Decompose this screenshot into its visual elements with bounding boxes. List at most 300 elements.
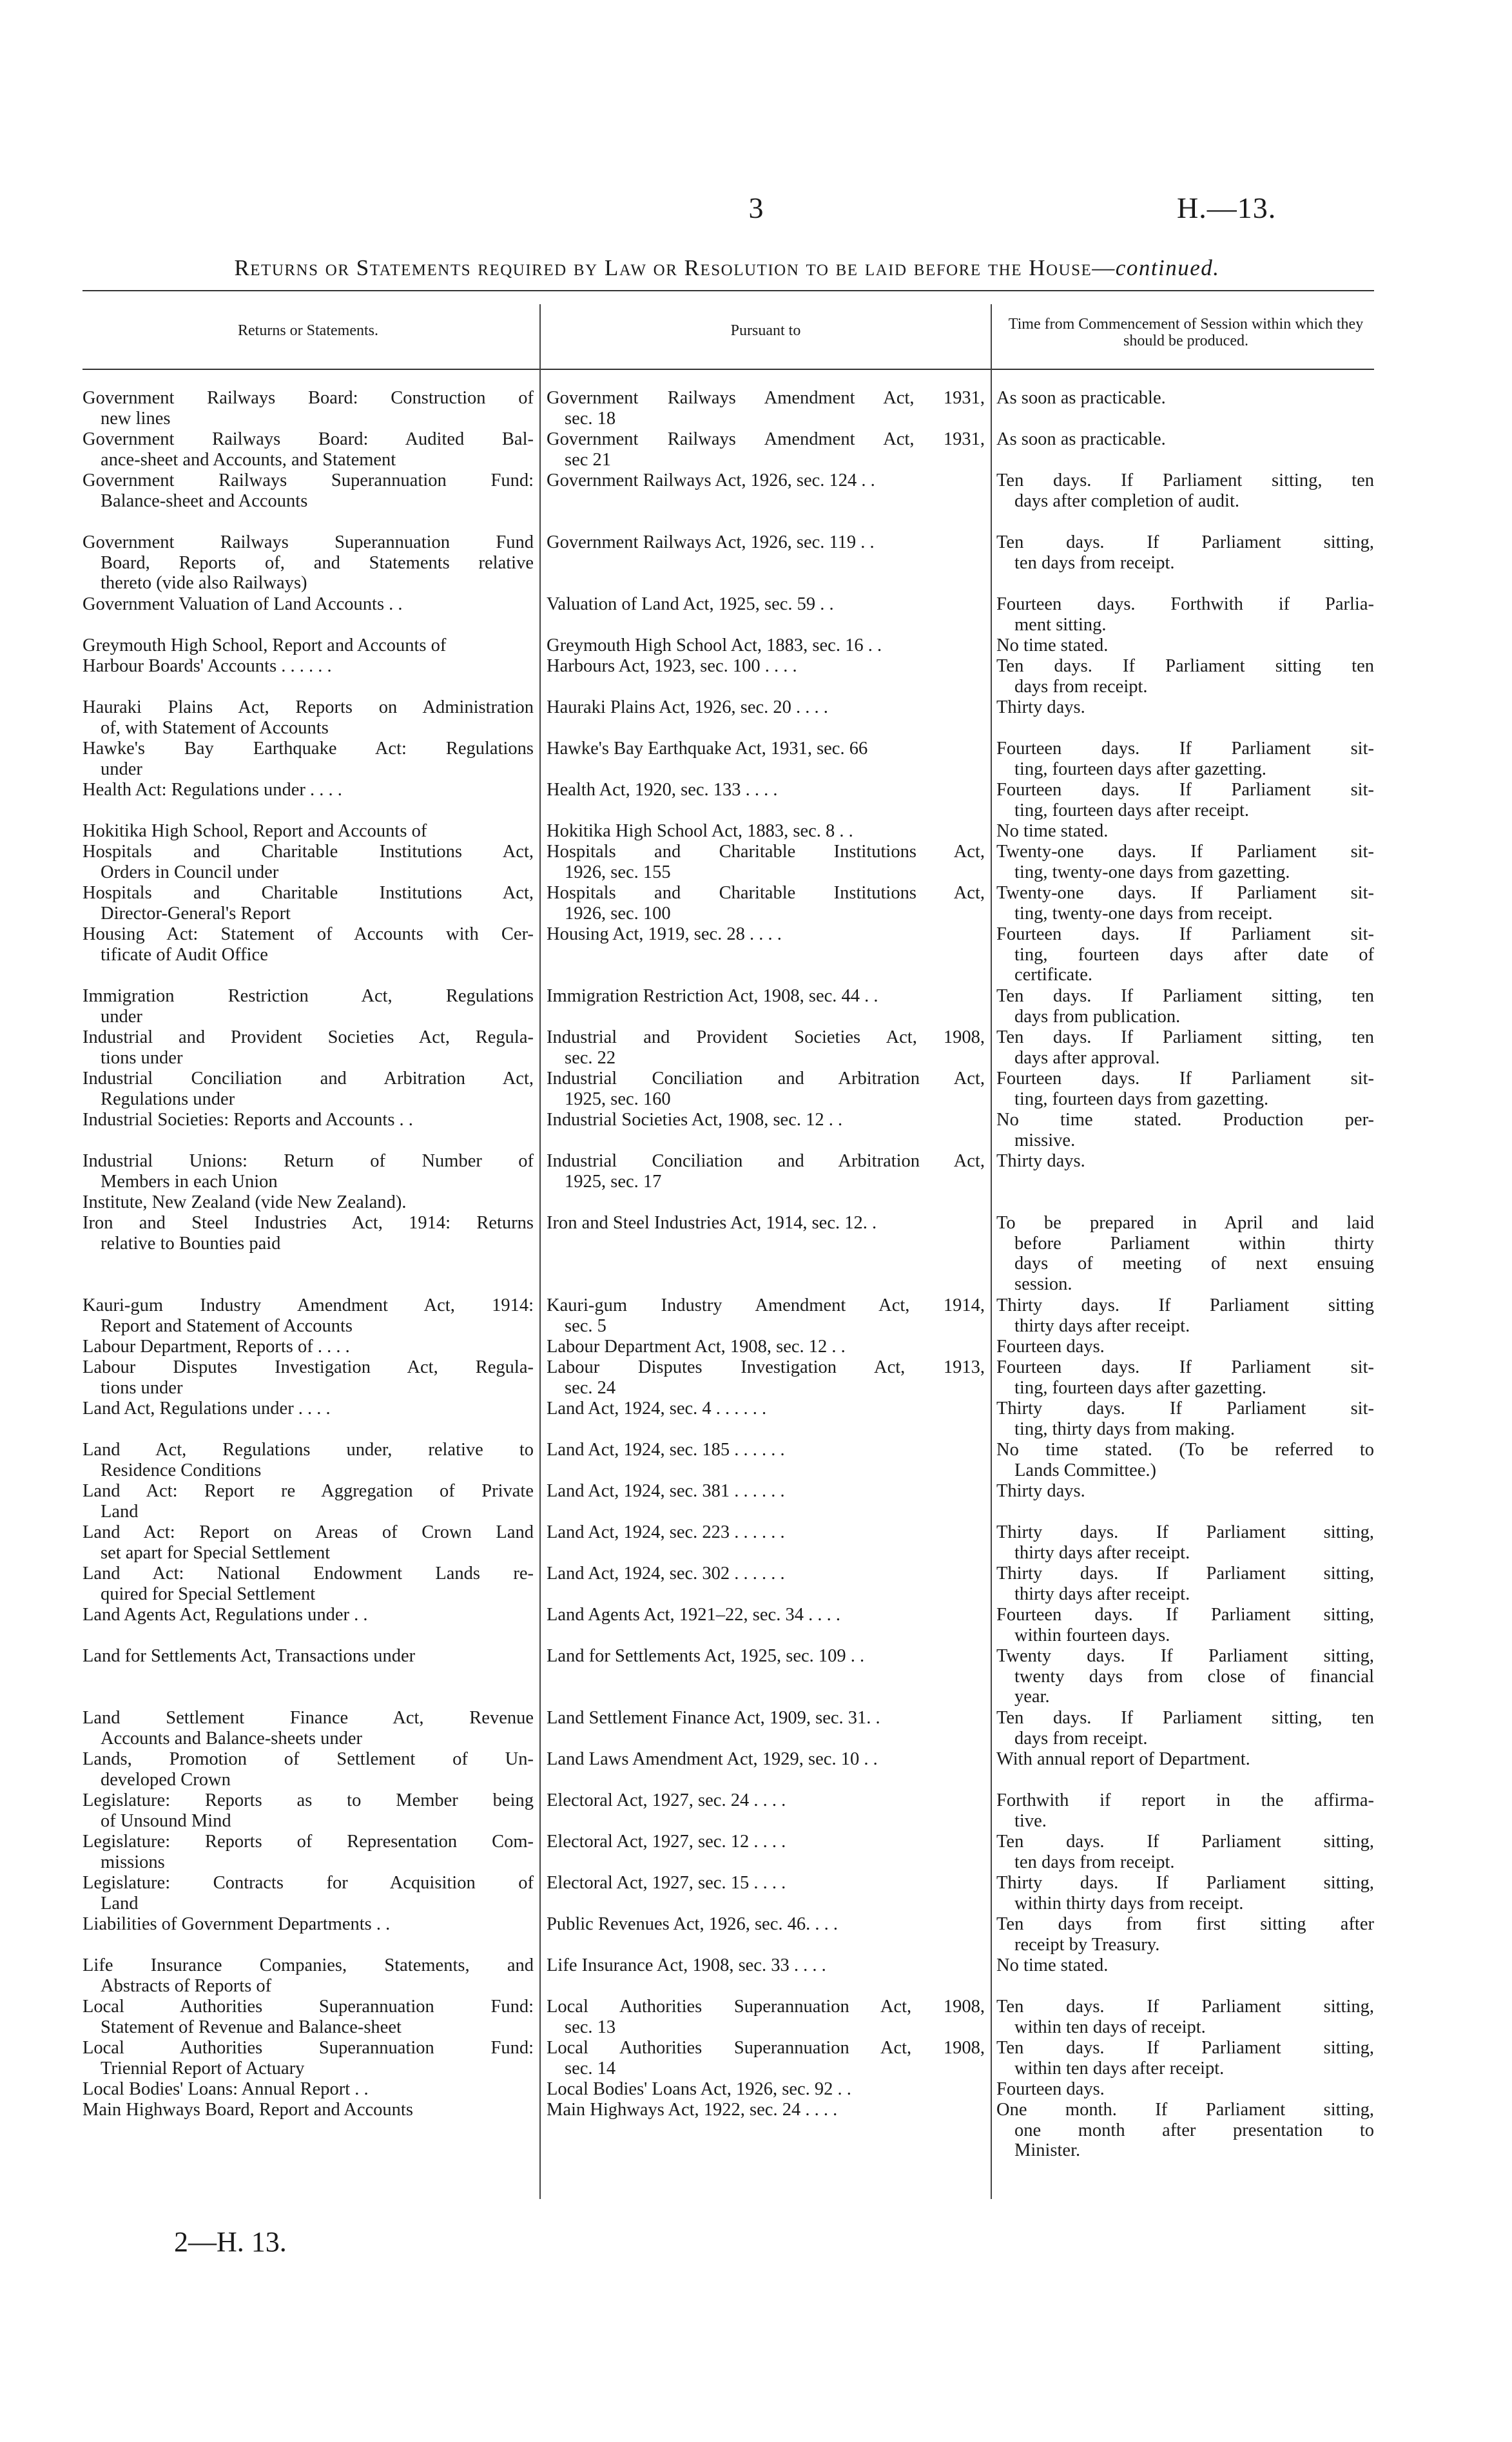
cell-line: No time stated. Production per- bbox=[996, 1110, 1374, 1130]
cell-line: Land Act: National Endowment Lands re- bbox=[82, 1564, 534, 1584]
cell-line: As soon as practicable. bbox=[996, 388, 1166, 408]
cell-line: thereto (vide also Railways) bbox=[101, 573, 307, 593]
cell-line: Life Insurance Act, 1908, sec. 33 . . . . bbox=[547, 1955, 826, 1975]
cell-line: twenty days from close of financial bbox=[1014, 1666, 1374, 1687]
cell-line: Land Agents Act, Regulations under . . bbox=[82, 1605, 368, 1625]
cell-line: set apart for Special Settlement bbox=[101, 1542, 331, 1563]
returns-cell bbox=[82, 635, 534, 656]
pursuant-cell bbox=[547, 429, 985, 470]
cell-line: ting, fourteen days after gazetting. bbox=[1014, 1377, 1266, 1398]
cell-line: Labour Department, Reports of . . . . bbox=[82, 1337, 350, 1357]
cell-line: of Unsound Mind bbox=[101, 1810, 231, 1831]
returns-cell bbox=[82, 1192, 534, 1213]
cell-line: Hauraki Plains Act, 1926, sec. 20 . . . . bbox=[547, 697, 828, 717]
cell-line: days from publication. bbox=[1014, 1006, 1181, 1027]
cell-line: Hokitika High School Act, 1883, sec. 8 . . bbox=[547, 821, 853, 841]
cell-line: under bbox=[101, 759, 142, 779]
cell-line: ting, twenty-one days from receipt. bbox=[1014, 903, 1273, 924]
returns-cell bbox=[82, 532, 534, 594]
cell-line: Hauraki Plains Act, Reports on Administration bbox=[82, 697, 534, 717]
cell-line: Industrial Societies Act, 1908, sec. 12 . . bbox=[547, 1110, 843, 1130]
cell-line: Land Laws Amendment Act, 1929, sec. 10 . . bbox=[547, 1749, 878, 1769]
cell-line: Immigration Restriction Act, Regulations bbox=[82, 986, 534, 1006]
time-cell bbox=[996, 2100, 1374, 2161]
cell-line: days after approval. bbox=[1014, 1047, 1160, 1068]
cell-line: Government Valuation of Land Accounts . . bbox=[82, 594, 403, 614]
cell-line: Thirty days. bbox=[996, 1481, 1085, 1501]
pursuant-cell bbox=[547, 697, 985, 718]
cell-line: To be prepared in April and laid bbox=[996, 1213, 1374, 1233]
cell-line: within thirty days from receipt. bbox=[1014, 1893, 1244, 1914]
cell-line: Fourteen days. If Parliament sit- bbox=[996, 739, 1374, 759]
pursuant-cell bbox=[547, 1832, 985, 1852]
cell-line: Land Act: Report on Areas of Crown Land bbox=[82, 1522, 534, 1542]
cell-line: Local Authorities Superannuation Fund: bbox=[82, 1997, 534, 2017]
cell-line: Orders in Council under bbox=[101, 862, 279, 882]
pursuant-cell bbox=[547, 1399, 985, 1419]
time-cell bbox=[996, 2079, 1374, 2100]
returns-cell bbox=[82, 1151, 534, 1192]
time-cell bbox=[996, 1564, 1374, 1604]
cell-line: Government Railways Amendment Act, 1931, bbox=[547, 429, 985, 449]
cell-line: Industrial Conciliation and Arbitration Act, bbox=[547, 1151, 985, 1171]
pursuant-cell bbox=[547, 986, 985, 1007]
time-cell bbox=[996, 1749, 1374, 1770]
cell-line: Ten days. If Parliament sitting, ten bbox=[996, 1708, 1374, 1728]
pursuant-cell bbox=[547, 1997, 985, 2037]
cell-line: Fourteen days. bbox=[996, 2079, 1105, 2099]
cell-line: certificate. bbox=[1014, 965, 1093, 985]
cell-line: Greymouth High School Act, 1883, sec. 16 . . bbox=[547, 635, 882, 655]
pursuant-cell bbox=[547, 470, 985, 491]
cell-line: missions bbox=[101, 1852, 165, 1872]
cell-line: tificate of Audit Office bbox=[101, 944, 268, 965]
cell-line: Lands Committee.) bbox=[1014, 1460, 1157, 1480]
cell-line: Government Railways Superannuation Fund: bbox=[82, 470, 534, 490]
cell-line: Lands, Promotion of Settlement of Un- bbox=[82, 1749, 534, 1769]
returns-cell bbox=[82, 2038, 534, 2079]
returns-cell bbox=[82, 1399, 534, 1419]
cell-line: Labour Disputes Investigation Act, 1913, bbox=[547, 1357, 985, 1377]
cell-line: ten days from receipt. bbox=[1014, 552, 1175, 573]
time-cell bbox=[996, 1997, 1374, 2037]
cell-line: ten days from receipt. bbox=[1014, 1852, 1175, 1872]
cell-line: Industrial Conciliation and Arbitration Act, bbox=[547, 1069, 985, 1089]
cell-line: Local Authorities Superannuation Act, 1908, bbox=[547, 1997, 985, 2017]
time-cell bbox=[996, 594, 1374, 635]
time-cell bbox=[996, 388, 1374, 409]
cell-line: within fourteen days. bbox=[1014, 1625, 1170, 1645]
cell-line: Legislature: Reports of Representation Com- bbox=[82, 1832, 534, 1852]
cell-line: Government Railways Superannuation Fund bbox=[82, 532, 534, 552]
time-cell bbox=[996, 1708, 1374, 1749]
returns-cell bbox=[82, 924, 534, 965]
cell-line: Kauri-gum Industry Amendment Act, 1914: bbox=[82, 1295, 534, 1315]
cell-line: No time stated. bbox=[996, 821, 1109, 841]
cell-line: Ten days. If Parliament sitting, bbox=[996, 1997, 1374, 2017]
cell-line: Iron and Steel Industries Act, 1914: Returns bbox=[82, 1213, 534, 1233]
pursuant-cell bbox=[547, 1027, 985, 1068]
pursuant-cell bbox=[547, 842, 985, 882]
returns-cell bbox=[82, 1295, 534, 1336]
cell-line: Fourteen days. If Parliament sit- bbox=[996, 780, 1374, 800]
pursuant-cell bbox=[547, 594, 985, 615]
cell-line: thirty days after receipt. bbox=[1014, 1584, 1190, 1604]
cell-line: quired for Special Settlement bbox=[101, 1584, 316, 1604]
cell-line: Hospitals and Charitable Institutions Act, bbox=[82, 842, 534, 862]
cell-line: relative to Bounties paid bbox=[101, 1233, 281, 1254]
cell-line: Immigration Restriction Act, 1908, sec. 44 . . bbox=[547, 986, 878, 1006]
cell-line: Land Settlement Finance Act, Revenue bbox=[82, 1708, 534, 1728]
cell-line: No time stated. (To be referred to bbox=[996, 1440, 1374, 1460]
cell-line: Members in each Union bbox=[101, 1171, 278, 1192]
cell-line: Liabilities of Government Departments . . bbox=[82, 1914, 391, 1934]
cell-line: days from receipt. bbox=[1014, 676, 1148, 697]
cell-line: Residence Conditions bbox=[101, 1460, 262, 1480]
cell-line: Balance-sheet and Accounts bbox=[101, 490, 308, 511]
cell-line: Ten days. If Parliament sitting ten bbox=[996, 656, 1374, 676]
pursuant-cell bbox=[547, 532, 985, 553]
cell-line: ting, twenty-one days from gazetting. bbox=[1014, 862, 1290, 882]
cell-line: Minister. bbox=[1014, 2140, 1081, 2160]
cell-line: Hokitika High School, Report and Accounts of bbox=[82, 821, 427, 841]
cell-line: Hawke's Bay Earthquake Act: Regulations bbox=[82, 739, 534, 759]
page-number: 3 bbox=[748, 191, 764, 224]
pursuant-cell bbox=[547, 1481, 985, 1502]
cell-line: receipt by Treasury. bbox=[1014, 1934, 1160, 1955]
pursuant-cell bbox=[547, 1440, 985, 1460]
cell-line: session. bbox=[1014, 1274, 1072, 1294]
cell-line: under bbox=[101, 1006, 142, 1027]
time-cell bbox=[996, 1440, 1374, 1480]
cell-line: Ten days. If Parliament sitting, bbox=[996, 532, 1374, 552]
cell-line: Life Insurance Companies, Statements, and bbox=[82, 1955, 534, 1975]
cell-line: Labour Disputes Investigation Act, Regula- bbox=[82, 1357, 534, 1377]
cell-line: ting, fourteen days after receipt. bbox=[1014, 800, 1250, 820]
cell-line: Local Authorities Superannuation Fund: bbox=[82, 2038, 534, 2058]
cell-line: sec. 13 bbox=[565, 2017, 616, 2037]
cell-line: Hawke's Bay Earthquake Act, 1931, sec. 66 bbox=[547, 739, 868, 759]
cell-line: Local Bodies' Loans Act, 1926, sec. 92 . . bbox=[547, 2079, 851, 2099]
pursuant-cell bbox=[547, 388, 985, 429]
returns-cell bbox=[82, 780, 534, 800]
returns-cell bbox=[82, 1337, 534, 1357]
cell-line: Industrial Conciliation and Arbitration Act, bbox=[82, 1069, 534, 1089]
cell-line: days of meeting of next ensuing bbox=[1014, 1254, 1374, 1274]
cell-line: missive. bbox=[1014, 1130, 1076, 1150]
time-cell bbox=[996, 1357, 1374, 1398]
pursuant-cell bbox=[547, 924, 985, 945]
pursuant-cell bbox=[547, 1295, 985, 1336]
returns-cell bbox=[82, 1997, 534, 2037]
pursuant-cell bbox=[547, 1357, 985, 1398]
cell-line: Land bbox=[101, 1501, 139, 1522]
returns-cell bbox=[82, 1749, 534, 1790]
cell-line: Hospitals and Charitable Institutions Act, bbox=[547, 883, 985, 903]
cell-line: within ten days of receipt. bbox=[1014, 2017, 1206, 2037]
cell-line: sec. 22 bbox=[565, 1047, 616, 1068]
cell-line: Land Act: Report re Aggregation of Private bbox=[82, 1481, 534, 1501]
cell-line: Industrial Societies: Reports and Accounts . . bbox=[82, 1110, 413, 1130]
returns-cell bbox=[82, 1110, 534, 1130]
returns-cell bbox=[82, 2100, 534, 2120]
cell-line: Land Act, Regulations under . . . . bbox=[82, 1399, 331, 1419]
cell-line: Regulations under bbox=[101, 1089, 235, 1109]
cell-line: Government Railways Act, 1926, sec. 119 . . bbox=[547, 532, 875, 552]
cell-line: Government Railways Board: Audited Bal- bbox=[82, 429, 534, 449]
cell-line: Land Act, 1924, sec. 381 . . . . . . bbox=[547, 1481, 785, 1501]
pursuant-cell bbox=[547, 780, 985, 800]
cell-line: sec. 14 bbox=[565, 2058, 616, 2079]
pursuant-cell bbox=[547, 2038, 985, 2079]
cell-line: Harbour Boards' Accounts . . . . . . bbox=[82, 656, 332, 676]
cell-line: Land Act, 1924, sec. 223 . . . . . . bbox=[547, 1522, 785, 1542]
cell-line: Thirty days. If Parliament sitting, bbox=[996, 1522, 1374, 1542]
cell-line: Board, Reports of, and Statements relative bbox=[101, 552, 534, 573]
returns-cell bbox=[82, 1914, 534, 1935]
cell-line: Land Act, 1924, sec. 302 . . . . . . bbox=[547, 1564, 785, 1584]
heading-main: Returns or Statements required by Law or Resolution to be laid before the House— bbox=[234, 255, 1116, 280]
pursuant-cell bbox=[547, 656, 985, 677]
returns-cell bbox=[82, 1873, 534, 1914]
cell-line: year. bbox=[1014, 1687, 1050, 1707]
cell-line: Statement of Revenue and Balance-sheet bbox=[101, 2017, 402, 2037]
returns-cell bbox=[82, 842, 534, 882]
cell-line: Twenty-one days. If Parliament sit- bbox=[996, 883, 1374, 903]
cell-line: Accounts and Balance-sheets under bbox=[101, 1728, 362, 1749]
returns-cell bbox=[82, 697, 534, 738]
returns-cell bbox=[82, 656, 534, 677]
time-cell bbox=[996, 532, 1374, 573]
heading-continued: continued. bbox=[1115, 255, 1220, 280]
time-cell bbox=[996, 1337, 1374, 1357]
time-cell bbox=[996, 1399, 1374, 1439]
cell-line: within ten days after receipt. bbox=[1014, 2058, 1225, 2079]
cell-line: Health Act: Regulations under . . . . bbox=[82, 780, 342, 800]
cell-line: Fourteen days. If Parliament sit- bbox=[996, 1069, 1374, 1089]
time-cell bbox=[996, 470, 1374, 511]
cell-line: days after completion of audit. bbox=[1014, 490, 1240, 511]
cell-line: Ten days. If Parliament sitting, ten bbox=[996, 986, 1374, 1006]
pursuant-cell bbox=[547, 1790, 985, 1811]
cell-line: Land Act, 1924, sec. 4 . . . . . . bbox=[547, 1399, 767, 1419]
cell-line: Thirty days. If Parliament sitting bbox=[996, 1295, 1374, 1315]
returns-cell bbox=[82, 1481, 534, 1522]
cell-line: Land Settlement Finance Act, 1909, sec. 31. . bbox=[547, 1708, 880, 1728]
cell-line: Land for Settlements Act, 1925, sec. 109 . . bbox=[547, 1646, 865, 1666]
cell-line: thirty days after receipt. bbox=[1014, 1542, 1190, 1563]
time-cell bbox=[996, 1646, 1374, 1707]
time-cell bbox=[996, 656, 1374, 697]
cell-line: Hospitals and Charitable Institutions Act, bbox=[82, 883, 534, 903]
returns-cell bbox=[82, 388, 534, 429]
cell-line: ting, thirty days from making. bbox=[1014, 1419, 1235, 1439]
cell-line: Ten days. If Parliament sitting, bbox=[996, 2038, 1374, 2058]
cell-line: With annual report of Department. bbox=[996, 1749, 1250, 1769]
pursuant-cell bbox=[547, 1110, 985, 1130]
cell-line: sec 21 bbox=[565, 449, 612, 470]
cell-line: Fourteen days. Forthwith if Parlia- bbox=[996, 594, 1374, 614]
time-cell bbox=[996, 1522, 1374, 1563]
cell-line: ting, fourteen days after gazetting. bbox=[1014, 759, 1266, 779]
cell-line: Fourteen days. If Parliament sit- bbox=[996, 924, 1374, 944]
cell-line: Thirty days. If Parliament sit- bbox=[996, 1399, 1374, 1419]
cell-line: Land for Settlements Act, Transactions under bbox=[82, 1646, 416, 1666]
cell-line: Harbours Act, 1923, sec. 100 . . . . bbox=[547, 656, 797, 676]
cell-line: Ten days. If Parliament sitting, ten bbox=[996, 1027, 1374, 1047]
cell-line: Valuation of Land Act, 1925, sec. 59 . . bbox=[547, 594, 834, 614]
time-cell bbox=[996, 1069, 1374, 1109]
time-cell bbox=[996, 1110, 1374, 1150]
pursuant-cell bbox=[547, 1337, 985, 1357]
returns-cell bbox=[82, 1605, 534, 1625]
pursuant-cell bbox=[547, 821, 985, 842]
column-header-pursuant: Pursuant to bbox=[730, 322, 801, 339]
time-cell bbox=[996, 1873, 1374, 1914]
pursuant-cell bbox=[547, 1151, 985, 1192]
time-cell bbox=[996, 1790, 1374, 1831]
cell-line: ment sitting. bbox=[1014, 614, 1107, 635]
pursuant-cell bbox=[547, 2079, 985, 2100]
cell-line: Government Railways Act, 1926, sec. 124 . . bbox=[547, 470, 875, 490]
cell-line: Twenty days. If Parliament sitting, bbox=[996, 1646, 1374, 1666]
cell-line: Electoral Act, 1927, sec. 24 . . . . bbox=[547, 1790, 786, 1810]
cell-line: Fourteen days. bbox=[996, 1337, 1105, 1357]
time-cell bbox=[996, 1605, 1374, 1645]
pursuant-cell bbox=[547, 1873, 985, 1894]
cell-line: Land Act, 1924, sec. 185 . . . . . . bbox=[547, 1440, 785, 1460]
time-cell bbox=[996, 697, 1374, 718]
cell-line: Government Railways Board: Construction of bbox=[82, 388, 534, 408]
returns-cell bbox=[82, 883, 534, 924]
cell-line: Local Authorities Superannuation Act, 1908, bbox=[547, 2038, 985, 2058]
time-cell bbox=[996, 1151, 1374, 1172]
cell-line: Land bbox=[101, 1893, 139, 1914]
cell-line: 1926, sec. 155 bbox=[565, 862, 671, 882]
pursuant-cell bbox=[547, 2100, 985, 2120]
returns-cell bbox=[82, 1522, 534, 1563]
cell-line: Ten days. If Parliament sitting, ten bbox=[996, 470, 1374, 490]
pursuant-cell bbox=[547, 1522, 985, 1543]
cell-line: Electoral Act, 1927, sec. 12 . . . . bbox=[547, 1832, 786, 1852]
time-cell bbox=[996, 1832, 1374, 1872]
footer-signature: 2—H. 13. bbox=[174, 2226, 287, 2258]
pursuant-cell bbox=[547, 1955, 985, 1976]
time-cell bbox=[996, 1481, 1374, 1502]
cell-line: Thirty days. bbox=[996, 1151, 1085, 1171]
returns-cell bbox=[82, 739, 534, 779]
cell-line: Iron and Steel Industries Act, 1914, sec. 12. . bbox=[547, 1213, 877, 1233]
cell-line: Main Highways Act, 1922, sec. 24 . . . . bbox=[547, 2100, 838, 2120]
cell-line: Housing Act, 1919, sec. 28 . . . . bbox=[547, 924, 782, 944]
cell-line: developed Crown bbox=[101, 1769, 231, 1790]
pursuant-cell bbox=[547, 1914, 985, 1935]
pursuant-cell bbox=[547, 1564, 985, 1584]
time-cell bbox=[996, 780, 1374, 820]
cell-line: Abstracts of Reports of bbox=[101, 1975, 272, 1996]
cell-line: Institute, New Zealand (vide New Zealand). bbox=[82, 1192, 407, 1212]
cell-line: Report and Statement of Accounts bbox=[101, 1315, 353, 1336]
returns-cell bbox=[82, 2079, 534, 2100]
returns-cell bbox=[82, 470, 534, 511]
cell-line: days from receipt. bbox=[1014, 1728, 1148, 1749]
column-header-returns: Returns or Statements. bbox=[238, 322, 378, 339]
pursuant-cell bbox=[547, 739, 985, 759]
returns-cell bbox=[82, 1955, 534, 1996]
pursuant-cell bbox=[547, 1605, 985, 1625]
cell-line: sec. 5 bbox=[565, 1315, 606, 1336]
cell-line: Government Railways Amendment Act, 1931, bbox=[547, 388, 985, 408]
pursuant-cell bbox=[547, 1708, 985, 1729]
cell-line: Industrial Unions: Return of Number of bbox=[82, 1151, 534, 1171]
cell-line: new lines bbox=[101, 408, 171, 429]
cell-line: Main Highways Board, Report and Accounts bbox=[82, 2100, 413, 2120]
cell-line: tions under bbox=[101, 1047, 183, 1068]
cell-line: Public Revenues Act, 1926, sec. 46. . . . bbox=[547, 1914, 838, 1934]
returns-cell bbox=[82, 594, 534, 615]
cell-line: ance-sheet and Accounts, and Statement bbox=[101, 449, 396, 470]
returns-cell bbox=[82, 1646, 534, 1667]
cell-line: Ten days. If Parliament sitting, bbox=[996, 1832, 1374, 1852]
returns-cell bbox=[82, 1027, 534, 1068]
cell-line: Director-General's Report bbox=[101, 903, 291, 924]
cell-line: Land Agents Act, 1921–22, sec. 34 . . . . bbox=[547, 1605, 840, 1625]
cell-line: Legislature: Contracts for Acquisition of bbox=[82, 1873, 534, 1893]
cell-line: 1925, sec. 17 bbox=[565, 1171, 662, 1192]
cell-line: Industrial and Provident Societies Act, Regula- bbox=[82, 1027, 534, 1047]
time-cell bbox=[996, 986, 1374, 1027]
cell-line: As soon as practicable. bbox=[996, 429, 1166, 449]
cell-line: Kauri-gum Industry Amendment Act, 1914, bbox=[547, 1295, 985, 1315]
cell-line: one month after presentation to bbox=[1014, 2120, 1374, 2140]
pursuant-cell bbox=[547, 883, 985, 924]
time-cell bbox=[996, 1955, 1374, 1976]
cell-line: Housing Act: Statement of Accounts with Cer- bbox=[82, 924, 534, 944]
cell-line: Hospitals and Charitable Institutions Act, bbox=[547, 842, 985, 862]
cell-line: 1925, sec. 160 bbox=[565, 1089, 671, 1109]
cell-line: No time stated. bbox=[996, 1955, 1109, 1975]
cell-line: sec. 18 bbox=[565, 408, 616, 429]
returns-cell bbox=[82, 1069, 534, 1109]
cell-line: Triennial Report of Actuary bbox=[101, 2058, 305, 2079]
cell-line: 1926, sec. 100 bbox=[565, 903, 671, 924]
time-cell bbox=[996, 842, 1374, 882]
cell-line: Legislature: Reports as to Member being bbox=[82, 1790, 534, 1810]
cell-line: Fourteen days. If Parliament sitting, bbox=[996, 1605, 1374, 1625]
time-cell bbox=[996, 739, 1374, 779]
time-cell bbox=[996, 1213, 1374, 1294]
returns-cell bbox=[82, 1832, 534, 1872]
cell-line: Thirty days. If Parliament sitting, bbox=[996, 1564, 1374, 1584]
cell-line: Health Act, 1920, sec. 133 . . . . bbox=[547, 780, 778, 800]
cell-line: of, with Statement of Accounts bbox=[101, 717, 329, 738]
returns-cell bbox=[82, 429, 534, 470]
pursuant-cell bbox=[547, 1069, 985, 1109]
cell-line: before Parliament within thirty bbox=[1014, 1233, 1374, 1254]
time-cell bbox=[996, 924, 1374, 985]
time-cell bbox=[996, 2038, 1374, 2079]
pursuant-cell bbox=[547, 635, 985, 656]
cell-line: Ten days from first sitting after bbox=[996, 1914, 1374, 1934]
cell-line: thirty days after receipt. bbox=[1014, 1315, 1190, 1336]
time-cell bbox=[996, 1914, 1374, 1955]
returns-cell bbox=[82, 1708, 534, 1749]
column-header-time: Time from Commencement of Session within which they should be produced. bbox=[1008, 316, 1364, 349]
time-cell bbox=[996, 821, 1374, 842]
cell-line: ting, fourteen days after date of bbox=[1014, 944, 1374, 965]
returns-cell bbox=[82, 1357, 534, 1398]
cell-line: Land Act, Regulations under, relative to bbox=[82, 1440, 534, 1460]
